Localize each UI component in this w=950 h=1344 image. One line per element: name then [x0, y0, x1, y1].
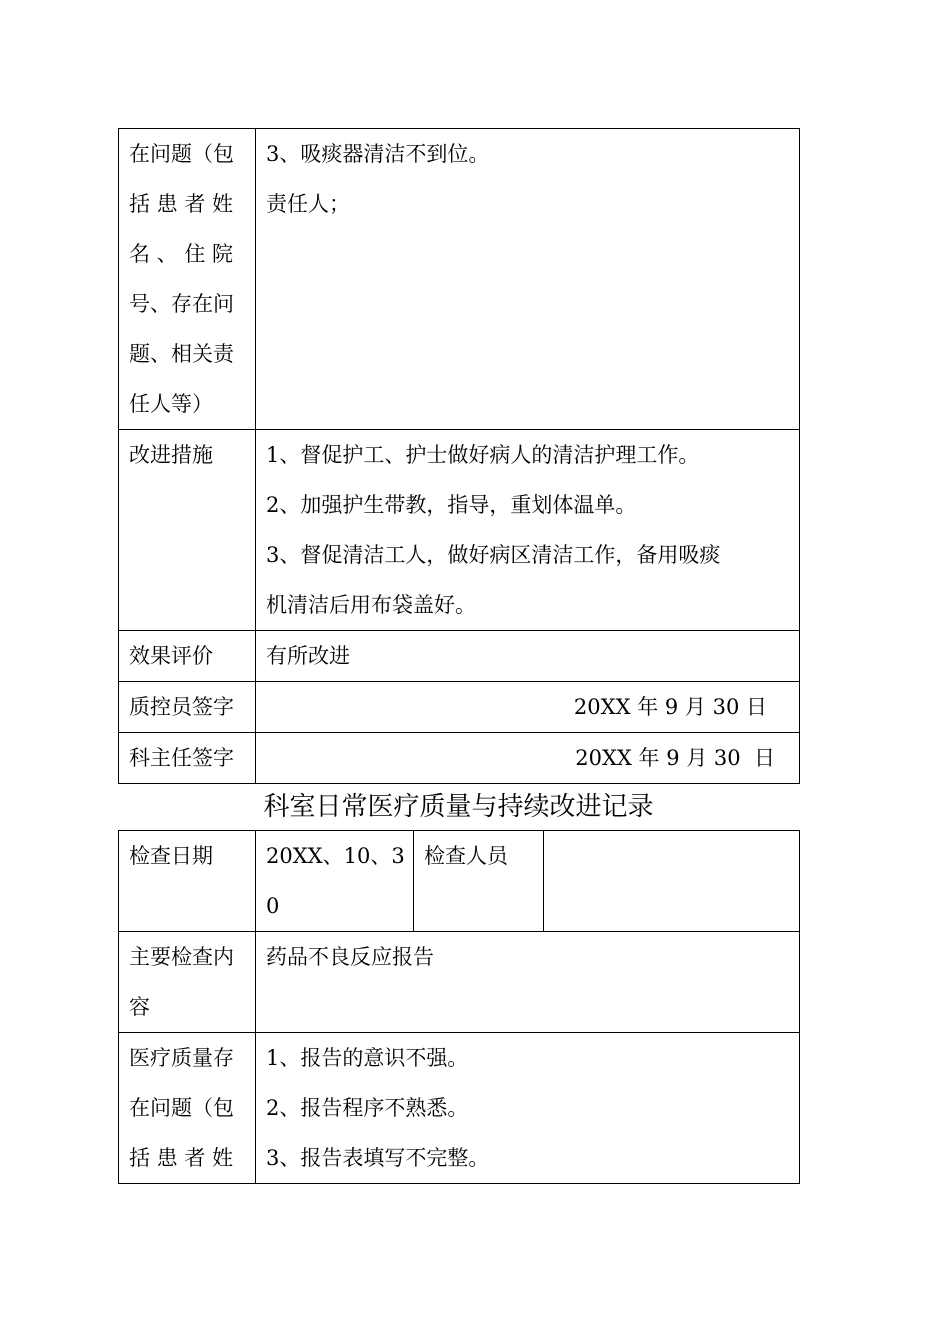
check-date-value-cell: [256, 831, 414, 932]
qc-signature-date: 20XX 年 9 月 30 日: [256, 682, 800, 733]
main-content-value: 药品不良反应报告: [256, 932, 800, 1033]
improvement-item: 机清洁后用布袋盖好。: [266, 593, 476, 617]
responsible-person: 责任人；: [266, 192, 350, 216]
issues-content-cell: [256, 129, 800, 430]
qc-signature-row: [119, 682, 800, 733]
quality-issues-label-cell: [119, 1033, 256, 1184]
improvement-content-cell: [256, 430, 800, 631]
issues-label-cell: [119, 129, 256, 430]
quality-issues-content-cell: [256, 1033, 800, 1184]
improvement-label: 改进措施: [119, 430, 256, 631]
check-date-value-line: 20XX、10、3: [266, 844, 405, 868]
quality-record-table: [118, 830, 800, 1184]
main-content-row: [119, 932, 800, 1033]
qc-signature-label: 质控员签字: [119, 682, 256, 733]
improvement-item: 2、加强护生带教，指导，重划体温单。: [266, 493, 637, 517]
check-date-value-line: 0: [266, 894, 280, 918]
quality-issue-item: 2、报告程序不熟悉。: [266, 1096, 469, 1120]
quality-issue-item: 1、报告的意识不强。: [266, 1046, 469, 1070]
issue-item: 3、吸痰器清洁不到位。: [266, 142, 490, 166]
director-signature-row: [119, 733, 800, 784]
quality-issue-item: 3、报告表填写不完整。: [266, 1146, 490, 1170]
quality-issues-label-line: 医疗质量存: [129, 1046, 234, 1070]
main-content-label-line: 主要检查内: [129, 945, 234, 969]
issues-label-line: 括 患 者 姓: [129, 192, 234, 216]
improvement-item: 1、督促护工、护士做好病人的清洁护理工作。: [266, 443, 700, 467]
evaluation-row: [119, 631, 800, 682]
check-date-label: 检查日期: [119, 831, 256, 932]
improvement-item: 3、督促清洁工人，做好病区清洁工作，备用吸痰: [266, 543, 721, 567]
quality-issues-row: [119, 1033, 800, 1184]
issues-label-line: 名 、 住 院: [129, 242, 234, 266]
issues-label-line: 题、相关责: [129, 342, 234, 366]
issues-label-line: 在问题（包: [129, 142, 234, 166]
evaluation-value: 有所改进: [256, 631, 800, 682]
main-content-label-line: 容: [129, 995, 150, 1019]
check-date-row: [119, 831, 800, 932]
inspector-label: 检查人员: [414, 831, 544, 932]
quality-record-table-continued: [118, 128, 800, 784]
director-signature-date: 20XX 年 9 月 30 日: [256, 733, 800, 784]
issues-label-line: 任人等）: [129, 392, 213, 416]
evaluation-label: 效果评价: [119, 631, 256, 682]
quality-issues-label-line: 括 患 者 姓: [129, 1146, 234, 1170]
director-signature-label: 科主任签字: [119, 733, 256, 784]
issues-row: [119, 129, 800, 430]
quality-issues-label-line: 在问题（包: [129, 1096, 234, 1120]
issues-label-line: 号、存在问: [129, 292, 234, 316]
main-content-label-cell: [119, 932, 256, 1033]
page-title: 科室日常医疗质量与持续改进记录: [263, 792, 654, 822]
inspector-value: [544, 831, 800, 932]
improvement-row: [119, 430, 800, 631]
